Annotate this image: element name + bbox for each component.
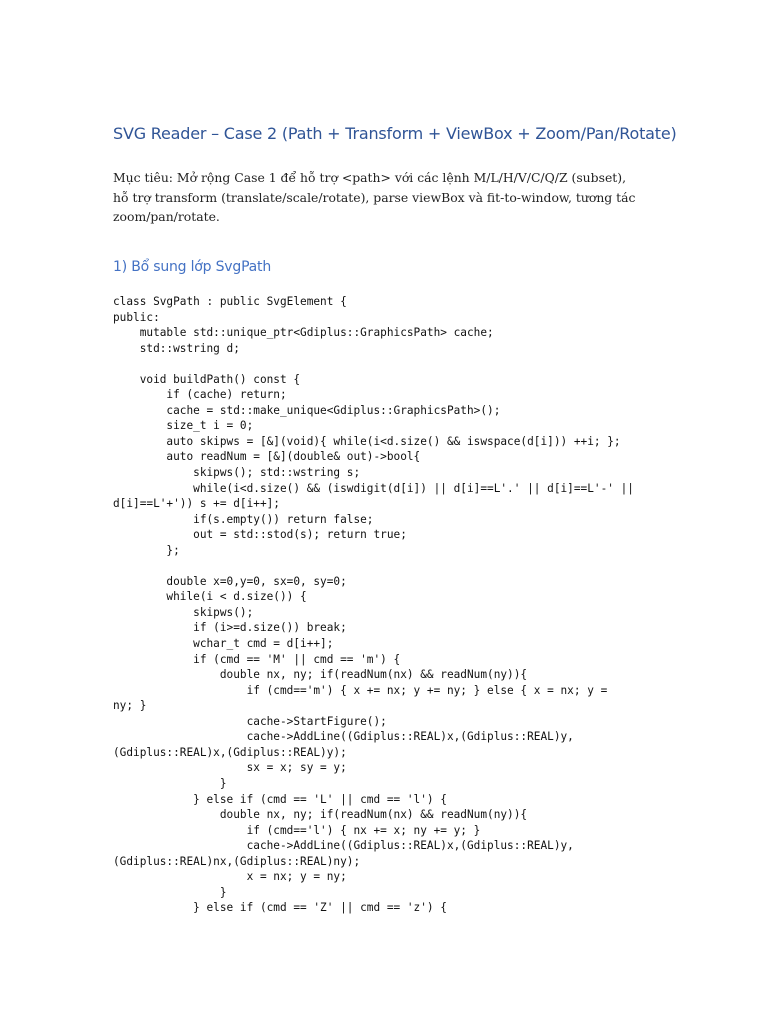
code-line: d[i]==L'+')) s += d[i++]; [113,497,280,511]
code-line: skipws(); [113,605,254,619]
code-line: if (i>=d.size()) break; [113,621,347,635]
code-line: double nx, ny; if(readNum(nx) && readNum(ny)){ [113,808,528,822]
code-line: while(i<d.size() && (iswdigit(d[i]) || d[i]==L'.' || d[i]==L'-' || [113,481,634,495]
intro-paragraph [113,168,673,227]
code-line: void buildPath() const { [113,372,301,386]
code-line: wchar_t cmd = d[i++]; [113,637,334,651]
code-line: sx = x; sy = y; [113,761,347,775]
code-line: auto skipws = [&](void){ while(i<d.size() && iswspace(d[i])) ++i; }; [113,434,621,448]
code-line: } [113,885,227,899]
code-line: ny; } [113,699,147,713]
code-line: while(i < d.size()) { [113,590,307,604]
code-line: double nx, ny; if(readNum(nx) && readNum(ny)){ [113,668,528,682]
intro-line: zoom/pan/rotate. [113,209,220,224]
code-line: if(s.empty()) return false; [113,512,374,526]
code-line: double x=0,y=0, sx=0, sy=0; [113,574,347,588]
code-line: cache->AddLine((Gdiplus::REAL)x,(Gdiplus::REAL)y, [113,730,574,744]
intro-line: hỗ trợ transform (translate/scale/rotate), parse viewBox và fit-to-window, tương tác [113,189,636,205]
code-line: public: [113,310,160,324]
code-line: skipws(); std::wstring s; [113,466,361,480]
code-line: cache->AddLine((Gdiplus::REAL)x,(Gdiplus::REAL)y, [113,839,574,853]
code-line [113,356,634,372]
section-heading: 1) Bổ sung lớp SvgPath [113,259,272,275]
code-line [113,558,634,574]
code-line: cache->StartFigure(); [113,714,387,728]
intro-line: Mục tiêu: Mở rộng Case 1 để hỗ trợ <path> với các lệnh M/L/H/V/C/Q/Z (subset), [113,170,627,185]
code-line: } else if (cmd == 'L' || cmd == 'l') { [113,792,447,806]
code-line: if (cmd=='m') { x += nx; y += ny; } else { x = nx; y = [113,683,608,697]
code-line: std::wstring d; [113,341,240,355]
code-line: if (cmd=='l') { nx += x; ny += y; } [113,823,481,837]
code-line: size_t i = 0; [113,419,254,433]
code-line: auto readNum = [&](double& out)->bool{ [113,450,421,464]
code-line: } else if (cmd == 'Z' || cmd == 'z') { [113,901,447,915]
code-line: }; [113,543,180,557]
code-line: cache = std::make_unique<Gdiplus::GraphicsPath>(); [113,403,501,417]
code-line: (Gdiplus::REAL)nx,(Gdiplus::REAL)ny); [113,854,361,868]
code-line: (Gdiplus::REAL)x,(Gdiplus::REAL)y); [113,745,347,759]
code-line: out = std::stod(s); return true; [113,528,407,542]
code-block [113,294,634,916]
code-line: x = nx; y = ny; [113,870,347,884]
code-line: class SvgPath : public SvgElement { [113,295,347,308]
code-line: mutable std::unique_ptr<Gdiplus::GraphicsPath> cache; [113,326,494,340]
page-title: SVG Reader – Case 2 (Path + Transform + ViewBox + Zoom/Pan/Rotate) [113,124,677,143]
code-line: if (cmd == 'M' || cmd == 'm') { [113,652,401,666]
code-line: } [113,776,227,790]
code-line: if (cache) return; [113,388,287,402]
